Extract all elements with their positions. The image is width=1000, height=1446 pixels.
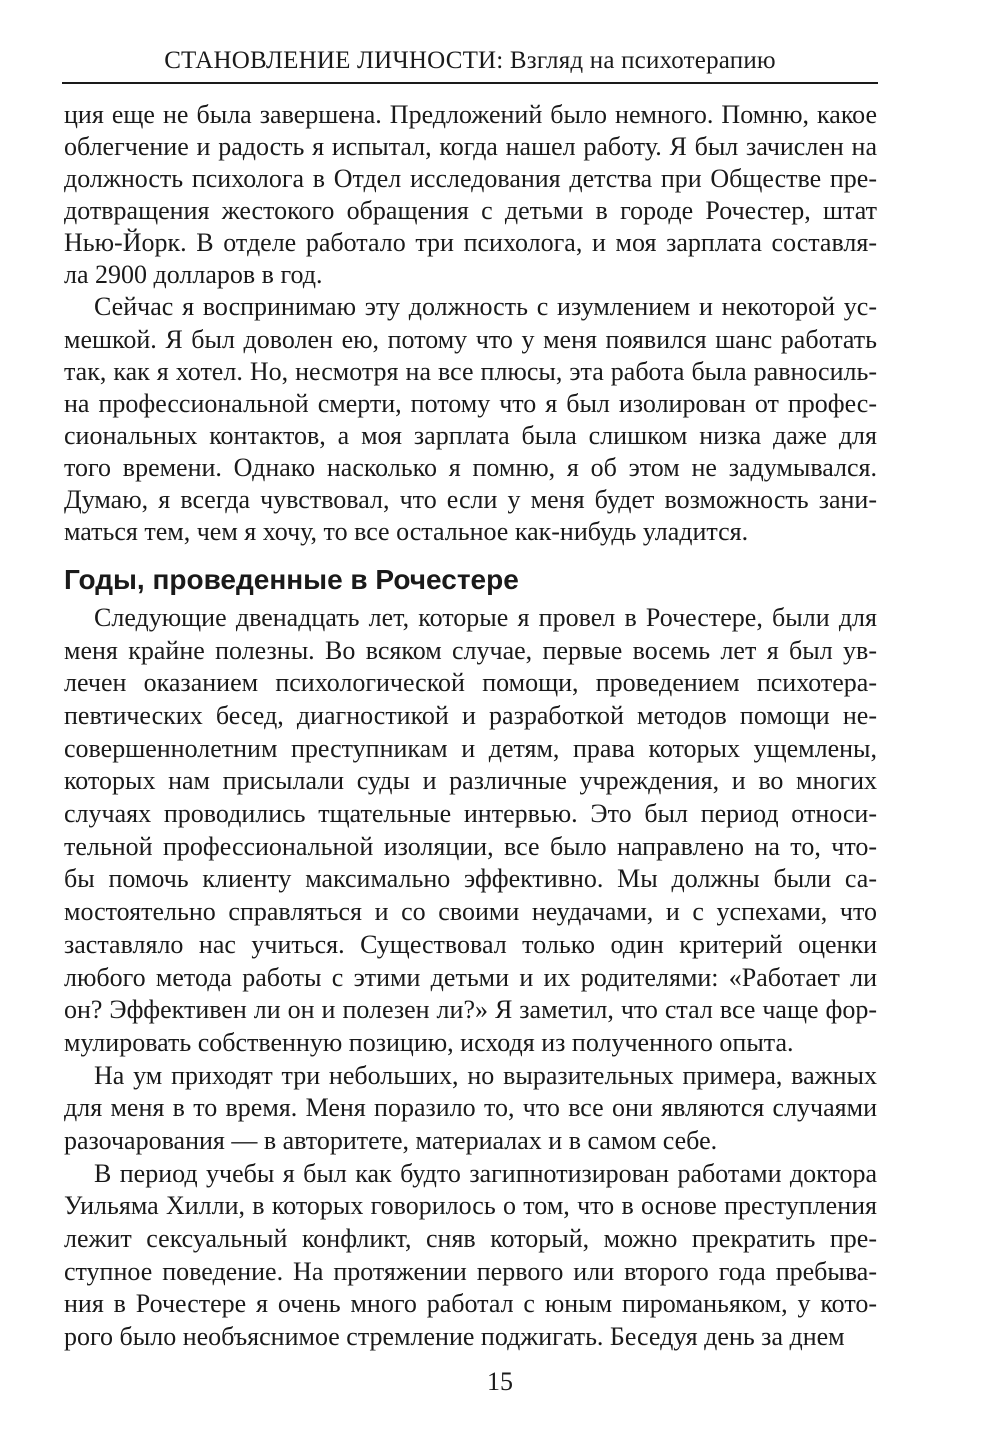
text-line: разочарования — в авторитете, материалах и в самом себе.: [64, 1126, 718, 1155]
text-line: мостоятельно справляться и со своими неудачами, и с успехами, что: [64, 897, 877, 926]
text-line: совершеннолетним преступникам и детям, права которых ущемлены,: [64, 734, 877, 763]
text-line: тельной профессиональной изоляции, все было направлено на то, что-: [64, 832, 877, 861]
text-line: облегчение и радость я испытал, когда нашел работу. Я был зачислен на: [64, 132, 877, 161]
text-line: Думаю, я всегда чувствовал, что если у меня будет возможность зани-: [64, 485, 877, 514]
text-line: ция еще не была завершена. Предложений было немного. Помню, какое: [64, 100, 877, 129]
text-line: того времени. Однако насколько я помню, я об этом не задумывался.: [64, 453, 877, 482]
text-line: любого метода работы с этими детьми и их родителями: «Работает ли: [64, 963, 877, 992]
text-line: так, как я хотел. Но, несмотря на все плюсы, эта работа была равносиль-: [64, 357, 877, 386]
text-line: для меня в то время. Меня поразило то, что все они являются случаями: [64, 1093, 877, 1122]
text-line: маться тем, чем я хочу, то все остальное как-нибудь уладится.: [64, 517, 749, 546]
text-line: рого было необъяснимое стремление поджигать. Беседуя день за днем: [64, 1322, 845, 1351]
text-line: лечен оказанием психологической помощи, проведением психотера-: [64, 668, 877, 697]
paragraph-first-line: В период учебы я был как будто загипнотизирован работами доктора: [94, 1159, 877, 1188]
text-line: мулировать собственную позицию, исходя из полученного опыта.: [64, 1028, 794, 1057]
page-number: 15: [487, 1367, 513, 1396]
text-line: меня крайне полезны. Во всяком случае, первые восемь лет я был ув-: [64, 636, 877, 665]
paragraph-first-line: Сейчас я воспринимаю эту должность с изумлением и некоторой ус-: [94, 292, 877, 321]
text-line: случаях проводились тщательные интервью. Это был период относи-: [64, 799, 877, 828]
text-line: заставляло нас учиться. Существовал только один критерий оценки: [64, 930, 877, 959]
header-rule: [62, 82, 878, 84]
text-line: он? Эффективен ли он и полезен ли?» Я заметил, что стал все чаще фор-: [64, 995, 877, 1024]
text-line: певтических бесед, диагностикой и разработкой методов помощи не-: [64, 701, 877, 730]
text-line: сиональных контактов, а моя зарплата была слишком низка даже для: [64, 421, 877, 450]
running-head: СТАНОВЛЕНИЕ ЛИЧНОСТИ: Взгляд на психотерапию: [164, 47, 776, 74]
text-line: мешкой. Я был доволен ею, потому что у меня появился шанс работать: [64, 325, 877, 354]
text-line: Нью-Йорк. В отделе работало три психолога, и моя зарплата составля-: [64, 228, 877, 257]
text-line: бы помочь клиенту максимально эффективно. Мы должны были са-: [64, 864, 877, 893]
text-line: ния в Рочестере я очень много работал с юным пироманьяком, у кото-: [64, 1289, 877, 1318]
text-line: ступное поведение. На протяжении первого или второго года пребыва-: [64, 1257, 877, 1286]
text-line: на профессиональной смерти, потому что я был изолирован от профес-: [64, 389, 877, 418]
section-heading: Годы, проведенные в Рочестере: [64, 564, 519, 595]
paragraph-first-line: На ум приходят три небольших, но выразительных примера, важных: [94, 1061, 877, 1090]
text-line: которых нам присылали суды и различные учреждения, и во многих: [64, 766, 877, 795]
text-line: должность психолога в Отдел исследования детства при Обществе пре-: [64, 164, 877, 193]
text-line: ла 2900 долларов в год.: [64, 260, 323, 289]
text-line: дотвращения жестокого обращения с детьми в городе Рочестер, штат: [64, 196, 877, 225]
text-line: Уильяма Хилли, в которых говорилось о том, что в основе преступления: [64, 1191, 877, 1220]
paragraph-first-line: Следующие двенадцать лет, которые я провел в Рочестере, были для: [94, 603, 877, 632]
text-line: лежит сексуальный конфликт, сняв который, можно прекратить пре-: [64, 1224, 877, 1253]
